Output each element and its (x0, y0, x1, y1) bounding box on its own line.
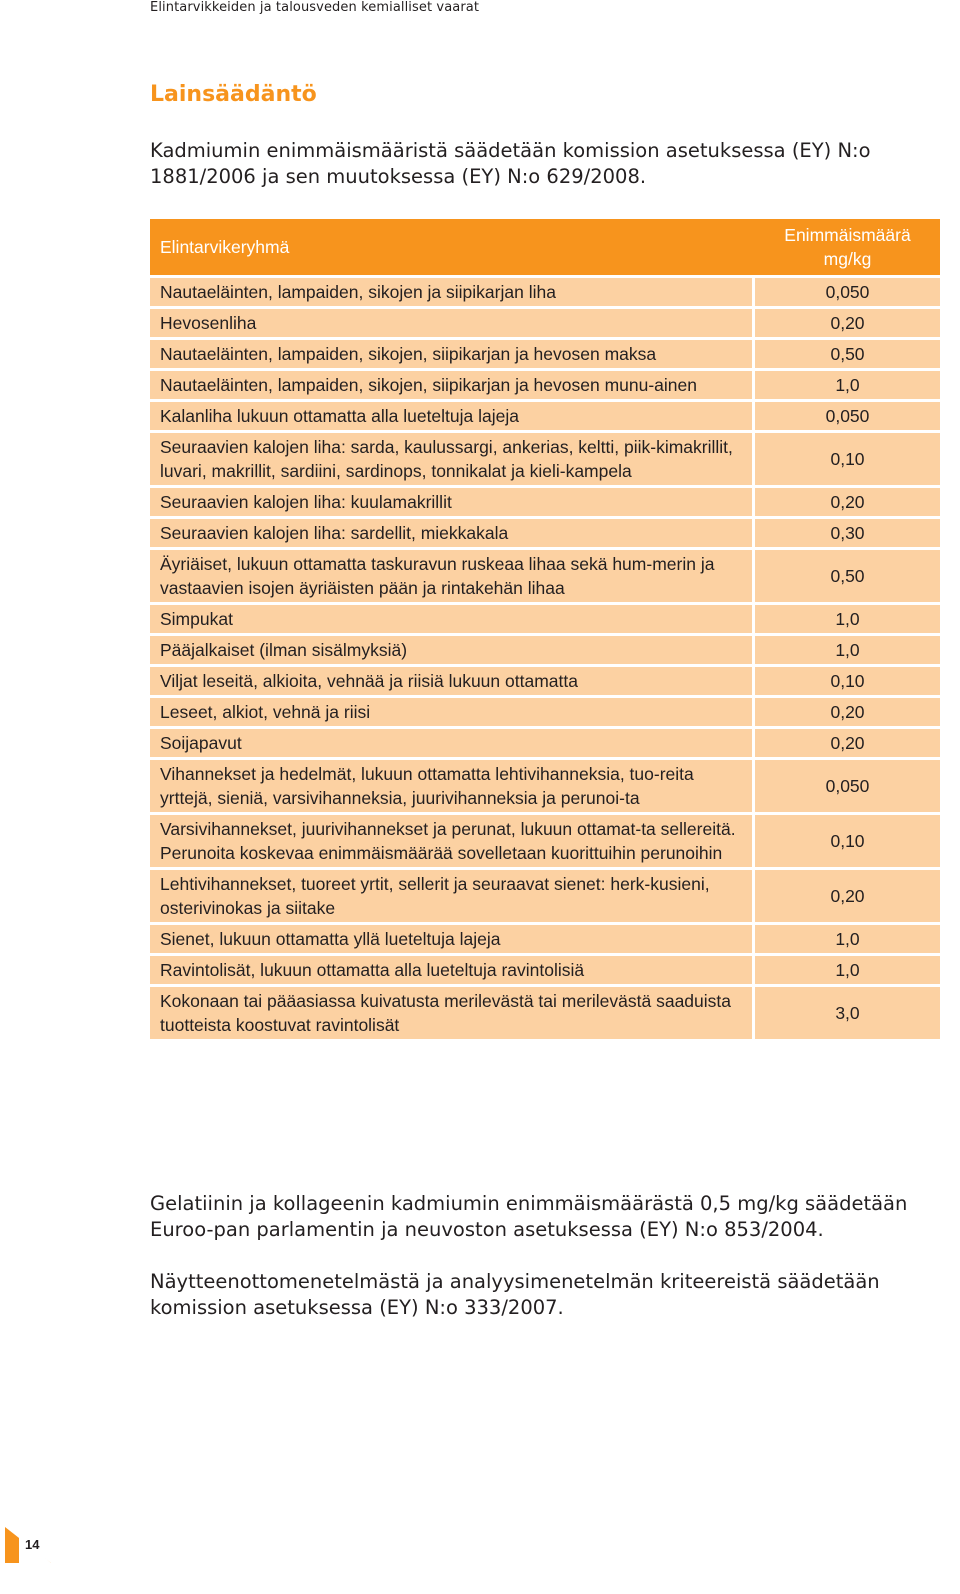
food-group-cell: Seuraavien kalojen liha: sarda, kaulussargi, ankerias, keltti, piik-kimakrillit, luvari, makrillit, sardiini, sardinops, tonnikalat ja kieli-kampela (150, 430, 755, 485)
running-header: Elintarvikkeiden ja talousveden kemialliset vaarat (150, 0, 480, 15)
max-level-cell: 0,10 (755, 430, 940, 485)
max-level-cell: 0,20 (755, 726, 940, 757)
column-header-max-level: Enimmäismäärä mg/kg (755, 219, 940, 275)
table-row (150, 953, 940, 984)
table-row (150, 602, 940, 633)
food-group-cell: Simpukat (150, 602, 755, 633)
table-row (150, 867, 940, 922)
max-level-cell: 0,050 (755, 275, 940, 306)
table-row (150, 922, 940, 953)
cadmium-limits-table (150, 219, 940, 1039)
max-level-cell: 1,0 (755, 602, 940, 633)
section-title: Lainsäädäntö (150, 82, 317, 107)
table-row (150, 337, 940, 368)
food-group-cell: Nautaeläinten, lampaiden, sikojen, siipikarjan ja hevosen munu-ainen (150, 368, 755, 399)
food-group-cell: Ravintolisät, lukuun ottamatta alla lueteltuja ravintolisiä (150, 953, 755, 984)
table-row (150, 695, 940, 726)
table-row (150, 757, 940, 812)
food-group-cell: Äyriäiset, lukuun ottamatta taskuravun ruskeaa lihaa sekä hum-merin ja vastaavien isojen äyriäisten pään ja rintakehän lihaa (150, 547, 755, 602)
table-row (150, 306, 940, 337)
table-row (150, 547, 940, 602)
gelatin-paragraph: Gelatiinin ja kollageenin kadmiumin enimmäismäärästä 0,5 mg/kg säädetään Euroo-pan parlamentin ja neuvoston asetuksessa (EY) N:o 853/2004. (150, 1192, 908, 1241)
max-level-cell: 0,20 (755, 485, 940, 516)
table-row (150, 726, 940, 757)
table-row (150, 368, 940, 399)
column-header-food-group: Elintarvikeryhmä (150, 219, 755, 275)
sampling-paragraph: Näytteenottomenetelmästä ja analyysimenetelmän kriteereistä säädetään komission asetuksessa (EY) N:o 333/2007. (150, 1270, 880, 1319)
max-level-cell: 0,050 (755, 399, 940, 430)
food-group-cell: Pääjalkaiset (ilman sisälmyksiä) (150, 633, 755, 664)
table-row (150, 399, 940, 430)
max-level-cell: 0,10 (755, 664, 940, 695)
table-row (150, 516, 940, 547)
food-group-cell: Seuraavien kalojen liha: sardellit, miekkakala (150, 516, 755, 547)
food-group-cell: Lehtivihannekset, tuoreet yrtit, sellerit ja seuraavat sienet: herk-kusieni, osterivinokas ja siitake (150, 867, 755, 922)
table-row (150, 485, 940, 516)
food-group-cell: Varsivihannekset, juurivihannekset ja perunat, lukuun ottamat-ta sellereitä. Perunoita koskevaa enimmäismäärää sovelletaan kuorittuihin perunoihin (150, 812, 755, 867)
food-group-cell: Nautaeläinten, lampaiden, sikojen, siipikarjan ja hevosen maksa (150, 337, 755, 368)
max-level-cell: 3,0 (755, 984, 940, 1039)
intro-paragraph: Kadmiumin enimmäismääristä säädetään komission asetuksessa (EY) N:o 1881/2006 ja sen muutoksessa (EY) N:o 629/2008. (150, 139, 871, 188)
food-group-cell: Kokonaan tai pääasiassa kuivatusta merilevästä tai merilevästä saaduista tuotteista koostuvat ravintolisät (150, 984, 755, 1039)
table-row (150, 633, 940, 664)
food-group-cell: Leseet, alkiot, vehnä ja riisi (150, 695, 755, 726)
page-number: 14 (25, 1537, 40, 1552)
food-group-cell: Seuraavien kalojen liha: kuulamakrillit (150, 485, 755, 516)
food-group-cell: Viljat leseitä, alkioita, vehnää ja riisiä lukuun ottamatta (150, 664, 755, 695)
table-row (150, 664, 940, 695)
max-level-cell: 0,10 (755, 812, 940, 867)
table-row (150, 984, 940, 1039)
max-level-cell: 1,0 (755, 368, 940, 399)
table-row (150, 812, 940, 867)
max-level-cell: 0,20 (755, 695, 940, 726)
max-level-cell: 0,50 (755, 337, 940, 368)
max-level-cell: 1,0 (755, 922, 940, 953)
food-group-cell: Vihannekset ja hedelmät, lukuun ottamatta lehtivihanneksia, tuo-reita yrttejä, sieniä, varsivihanneksia, juurivihanneksia ja perunoi-ta (150, 757, 755, 812)
max-level-cell: 1,0 (755, 953, 940, 984)
table-row (150, 430, 940, 485)
food-group-cell: Hevosenliha (150, 306, 755, 337)
max-level-cell: 0,20 (755, 306, 940, 337)
food-group-cell: Soijapavut (150, 726, 755, 757)
max-level-cell: 0,20 (755, 867, 940, 922)
max-level-cell: 0,50 (755, 547, 940, 602)
table-row (150, 275, 940, 306)
food-group-cell: Sienet, lukuun ottamatta yllä lueteltuja lajeja (150, 922, 755, 953)
max-level-cell: 0,050 (755, 757, 940, 812)
table-header-row (150, 219, 940, 275)
max-level-cell: 0,30 (755, 516, 940, 547)
food-group-cell: Kalanliha lukuun ottamatta alla lueteltuja lajeja (150, 399, 755, 430)
max-level-cell: 1,0 (755, 633, 940, 664)
food-group-cell: Nautaeläinten, lampaiden, sikojen ja siipikarjan liha (150, 275, 755, 306)
